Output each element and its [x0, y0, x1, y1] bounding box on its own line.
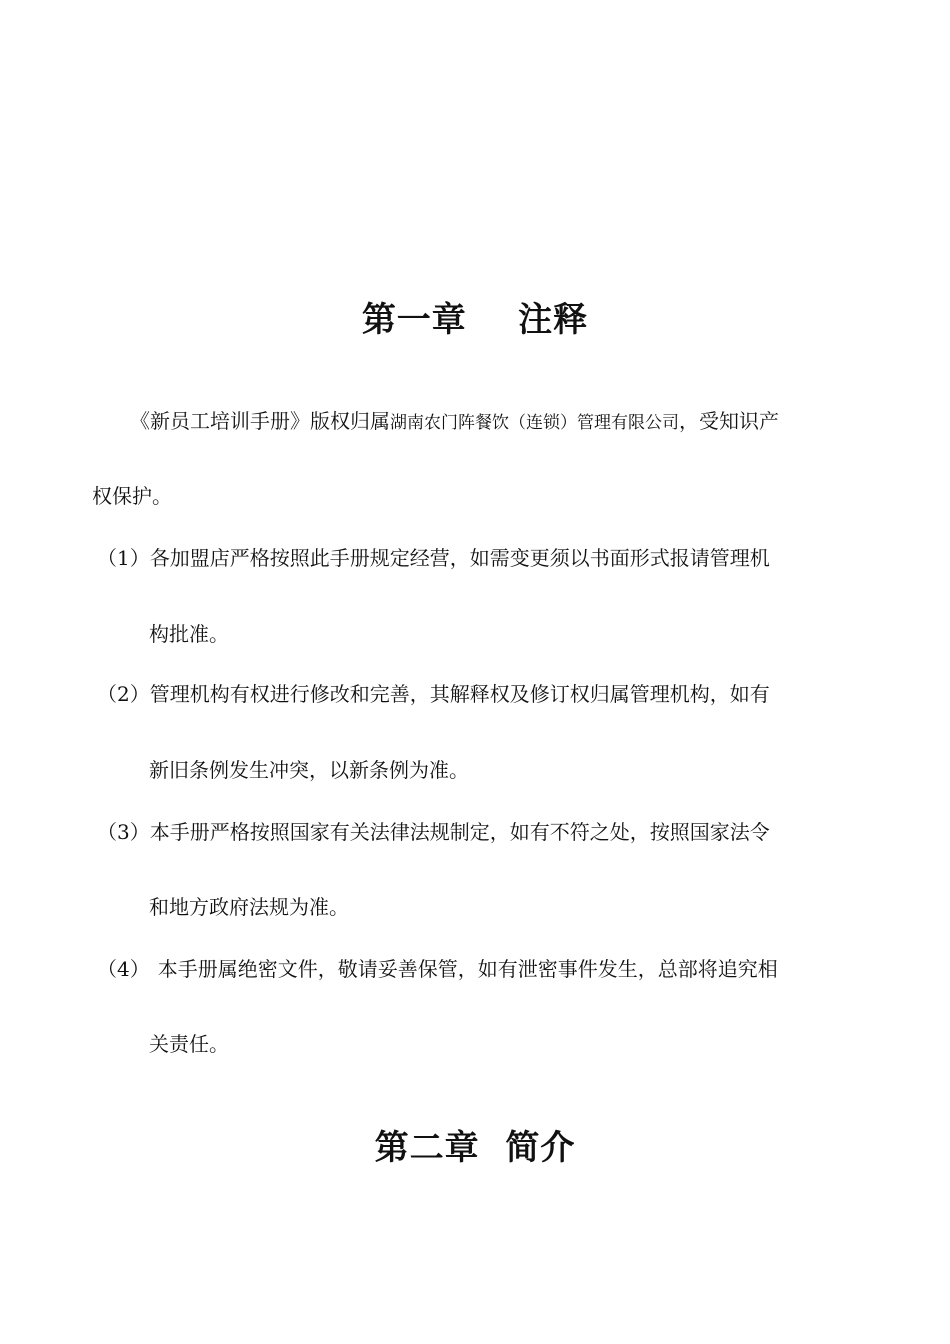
list-item-text: 各加盟店严格按照此手册规定经营，如需变更须以书面形式报请管理机	[149, 546, 770, 570]
list-item-1-line-2: 构批准。	[149, 622, 229, 646]
list-item-3-line-1	[97, 818, 770, 846]
chapter-1-title: 第一章 注释	[361, 300, 589, 340]
list-item-4-line-1	[97, 955, 778, 983]
list-item-text: 本手册严格按照国家有关法律法规制定，如有不符之处，按照国家法令	[149, 820, 770, 844]
list-item-2-line-2: 新旧条例发生冲突，以新条例为准。	[149, 758, 469, 782]
list-item-number: （1）	[97, 546, 150, 570]
list-item-3-line-2: 和地方政府法规为准。	[149, 895, 349, 919]
chapter-2-title: 第二章 简介	[374, 1128, 576, 1168]
list-item-text: 管理机构有权进行修改和完善，其解释权及修订权归属管理机构，如有	[149, 682, 770, 706]
list-item-number: （4）	[97, 957, 150, 981]
list-item-4-line-2: 关责任。	[149, 1032, 229, 1056]
list-item-number: （3）	[97, 820, 150, 844]
intro-paragraph-line-1	[130, 407, 779, 437]
intro-text-c: ，受知识产	[679, 409, 779, 433]
list-item-1-line-1	[97, 544, 770, 572]
list-item-number: （2）	[97, 682, 150, 706]
intro-paragraph-line-2: 权保护。	[92, 484, 172, 508]
list-item-2-line-1	[97, 680, 770, 708]
list-item-text: 本手册属绝密文件，敬请妥善保管，如有泄密事件发生，总部将追究相	[157, 957, 778, 981]
company-name: 湖南农门阵餐饮（连锁）管理有限公司	[390, 413, 679, 433]
intro-text-a: 《新员工培训手册》版权归属	[130, 409, 390, 433]
